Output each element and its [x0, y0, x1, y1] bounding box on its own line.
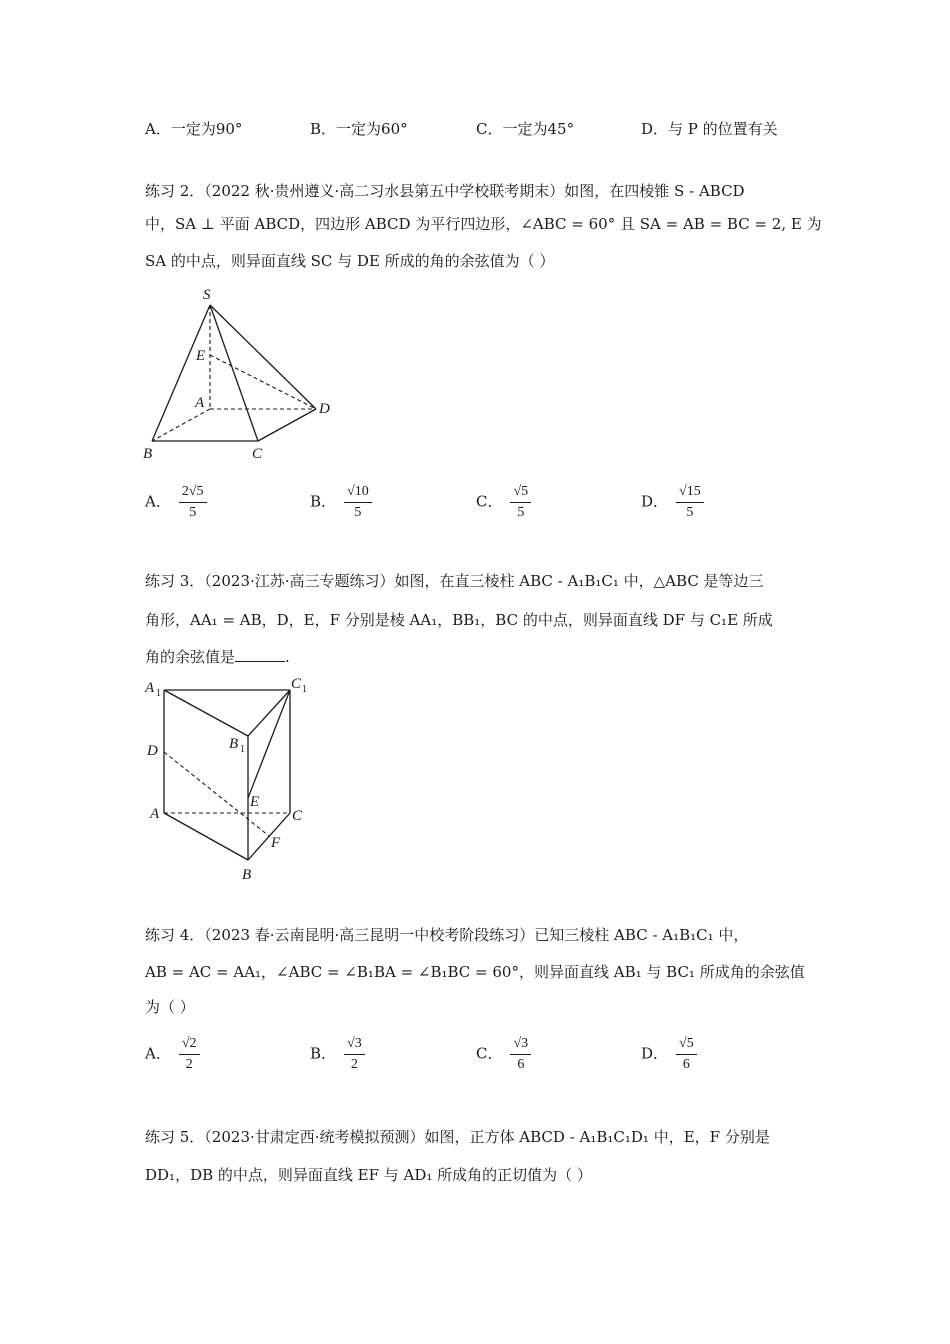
label-b1: B — [229, 736, 239, 752]
ex5-text-line2: DD₁，DB 的中点，则异面直线 EF 与 AD₁ 所成角的正切值为（ ） — [145, 1166, 592, 1184]
ex4-text-line3: 为（ ） — [145, 998, 195, 1016]
ex2-option-d: D． $\frac{√15}{5}$ — [641, 482, 704, 523]
ex2-option-a: A． $\frac{2√5}{5}$ — [145, 482, 207, 523]
label-c1: C — [291, 676, 302, 692]
option-d: D．与 P 的位置有关 — [641, 120, 778, 138]
ex3-text-line1: 练习 3．（2023·江苏·高三专题练习）如图，在直三棱柱 ABC - A₁B₁C₁ 中，△ABC 是等边三 — [145, 572, 764, 590]
label-d: D — [319, 401, 330, 417]
pyramid-figure — [140, 285, 340, 465]
label-c: C — [292, 808, 303, 824]
svg-text:1: 1 — [156, 688, 161, 699]
ex4-option-d: D． $\frac{√5}{6}$ — [641, 1034, 697, 1075]
option-c: C．一定为45° — [476, 120, 575, 138]
ex4-option-c: C． $\frac{√3}{6}$ — [476, 1034, 531, 1075]
ex3-text-line2: 角形，AA₁ = AB，D，E，F 分别是棱 AA₁，BB₁，BC 的中点，则异面直线 DF 与 C₁E 所成 — [145, 611, 773, 629]
label-b: B — [143, 446, 153, 462]
ex4-text-line2: AB = AC = AA₁，∠ABC = ∠B₁BA = ∠B₁BC = 60°，则异面直线 AB₁ 与 BC₁ 所成角的余弦值 — [145, 963, 805, 981]
label-a: A — [150, 806, 160, 822]
ex2-text-line3: SA 的中点，则异面直线 SC 与 DE 所成的角的余弦值为（ ） — [145, 252, 555, 270]
answer-blank[interactable] — [235, 647, 285, 662]
label-e: E — [250, 794, 260, 810]
label-e: E — [196, 348, 206, 364]
svg-text:1: 1 — [302, 684, 307, 695]
ex4-option-b: B． $\frac{√3}{2}$ — [310, 1034, 365, 1075]
ex2-text-line1: 练习 2．（2022 秋·贵州遵义·高二习水县第五中学校联考期末）如图，在四棱锥 S - ABCD — [145, 182, 745, 200]
ex5-text-line1: 练习 5．（2023·甘肃定西·统考模拟预测）如图，正方体 ABCD - A₁B₁C₁D₁ 中，E，F 分别是 — [145, 1128, 770, 1146]
label-f: F — [271, 835, 281, 851]
label-c: C — [252, 446, 263, 462]
label-d: D — [147, 743, 158, 759]
option-b: B．一定为60° — [310, 120, 408, 138]
option-a: A．一定为90° — [145, 120, 243, 138]
ex3-text-line3: 角的余弦值是 . — [145, 648, 290, 666]
ex2-option-c: C． $\frac{√5}{5}$ — [476, 482, 531, 523]
prism-figure — [140, 672, 330, 887]
label-b: B — [242, 867, 252, 883]
ex2-option-b: B． $\frac{√10}{5}$ — [310, 482, 372, 523]
ex4-option-a: A． $\frac{√2}{2}$ — [145, 1034, 200, 1075]
ex4-text-line1: 练习 4．（2023 春·云南昆明·高三昆明一中校考阶段练习）已知三棱柱 ABC - A₁B₁C₁ 中， — [145, 926, 749, 944]
svg-text:1: 1 — [240, 744, 245, 755]
label-a1: A — [145, 680, 155, 696]
ex2-text-line2: 中，SA ⊥ 平面 ABCD，四边形 ABCD 为平行四边形，∠ABC = 60° 且 SA = AB = BC = 2, E 为 — [145, 215, 822, 233]
label-a: A — [195, 395, 205, 411]
label-s: S — [203, 287, 211, 303]
